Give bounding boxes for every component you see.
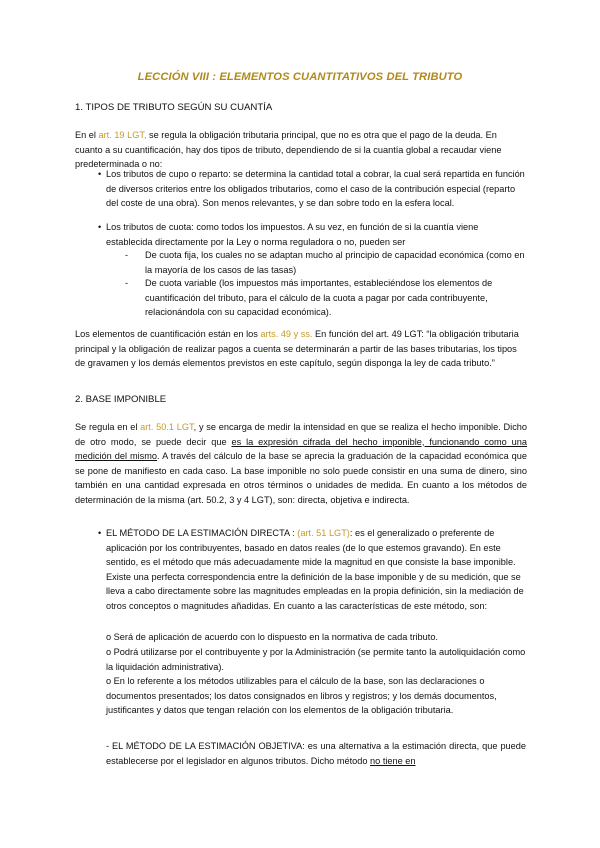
characteristic-item-2: o Podrá utilizarse por el contribuyente y por la Administración (se permite tanto la autoliquidación como la liquidación administrativa). <box>106 647 526 672</box>
characteristic-item-3: o En lo referente a los métodos utilizables para el cálculo de la base, son las declaraciones o documentos presentados; los datos consignados en libros y registros; y los demás documentos, justificantes y datos que tengan relación con los elementos de la obligación tributaria. <box>106 676 497 716</box>
underlined-definition: es la expresión cifrada del hecho imponible, funcionando como una medición del mismo <box>75 436 527 462</box>
paragraph-base-imponible: Se regula en el art. 50.1 LGT, y se encarga de medir la intensidad en que se realiza el hecho imponible. Dicho de otro modo, se puede decir que es la expresión cifrada del hecho imponible, funcionando como una medición del mismo. A través del cálculo de la base se aprecia la graduación de la capacidad económica que se pone de manifiesto en cada caso. La base imponible no solo puede consistir en una suma de dinero, sino también en una cantidad expresada en otros términos o unidades de medida. En cuanto a los métodos de determinación de la misma (art. 50.2, 3 y 4 LGT), son: directa, objetiva e indirecta. <box>75 422 528 505</box>
paragraph-estimacion-objetiva: - EL MÉTODO DE LA ESTIMACIÓN OBJETIVA: es una alternativa a la estimación directa, que puede establecerse por el legislador en algunos tributos. Dicho método no tiene en <box>106 741 526 766</box>
list-item-cupo: • Los tributos de cupo o reparto: se determina la cantidad total a cobrar, la cual será repartida en función de diversos criterios entre los obligados tributarios, como el caso de la contribución especial (reparto del coste de una obra). Son menos relevantes, y se dan sobre todo en la esfera local. <box>98 169 525 209</box>
page-title: LECCIÓN VIII : ELEMENTOS CUANTITATIVOS DEL TRIBUTO <box>137 71 463 83</box>
law-reference: (art. 51 LGT) <box>297 528 350 538</box>
bullet-icon: • <box>98 222 102 232</box>
underlined-phrase: no tiene en <box>370 755 416 766</box>
bullet-icon: • <box>98 528 102 538</box>
sublist-item-cuota-fija: - De cuota fija, los cuales no se adaptan mucho al principio de capacidad económica (como en la mayoría de los casos de las tasas) <box>125 250 525 275</box>
law-reference: art. 19 LGT, <box>98 130 147 140</box>
characteristic-item-1: o Será de aplicación de acuerdo con lo dispuesto en la normativa de cada tributo. <box>106 632 438 642</box>
sublist-item-cuota-variable: - De cuota variable (los impuestos más importantes, estableciéndose los elementos de cuantificación del tributo, para el cálculo de la cuota a pagar por cada contribuyente, relacionándola con su capacidad económica). <box>125 278 493 318</box>
bullet-icon: • <box>98 169 102 179</box>
paragraph-intro: En el art. 19 LGT, se regula la obligación tributaria principal, que no es otra que el pago de la deuda. En cuanto a su cuantificación, hay dos tipos de tributo, dependiendo de si la cuantía global a recaudar viene predeterminada o no: <box>75 130 502 170</box>
law-reference: arts. 49 y ss. <box>260 329 313 339</box>
paragraph-elements: Los elementos de cuantificación están en los arts. 49 y ss. En función del art. 49 LGT: “la obligación tributaria principal y la obligación de realizar pagos a cuenta se determinarán a partir de las bases tributarias, los tipos de gravamen y los demás elementos previstos en este capítulo, según disponga la ley de cada tributo.” <box>75 329 519 369</box>
section-heading-1: 1. TIPOS DE TRIBUTO SEGÚN SU CUANTÍA <box>75 102 273 113</box>
law-reference: art. 50.1 LGT <box>140 422 194 432</box>
paragraph-estimacion-directa: • EL MÉTODO DE LA ESTIMACIÓN DIRECTA : (art. 51 LGT): es el generalizado o preferente de aplicación por los contribuyentes, basado en datos reales (de lo que estemos gravando). En este sentido, es el método que más adecuadamente mide la magnitud en que consiste la base imponible. Existe una perfecta correspondencia entre la definición de la base imponible y de su medición, que se lleva a cabo directamente sobre las magnitudes empleadas en la propia definición, sin la mediación de otros conceptos o magnitudes añadidas. En cuanto a las características de este método, son: <box>98 528 524 611</box>
section-heading-2: 2. BASE IMPONIBLE <box>75 394 167 405</box>
list-item-cuota: • Los tributos de cuota: como todos los impuestos. A su vez, en función de si la cuantía viene establecida directamente por la Ley o norma reguladora o no, pueden ser <box>98 222 479 247</box>
